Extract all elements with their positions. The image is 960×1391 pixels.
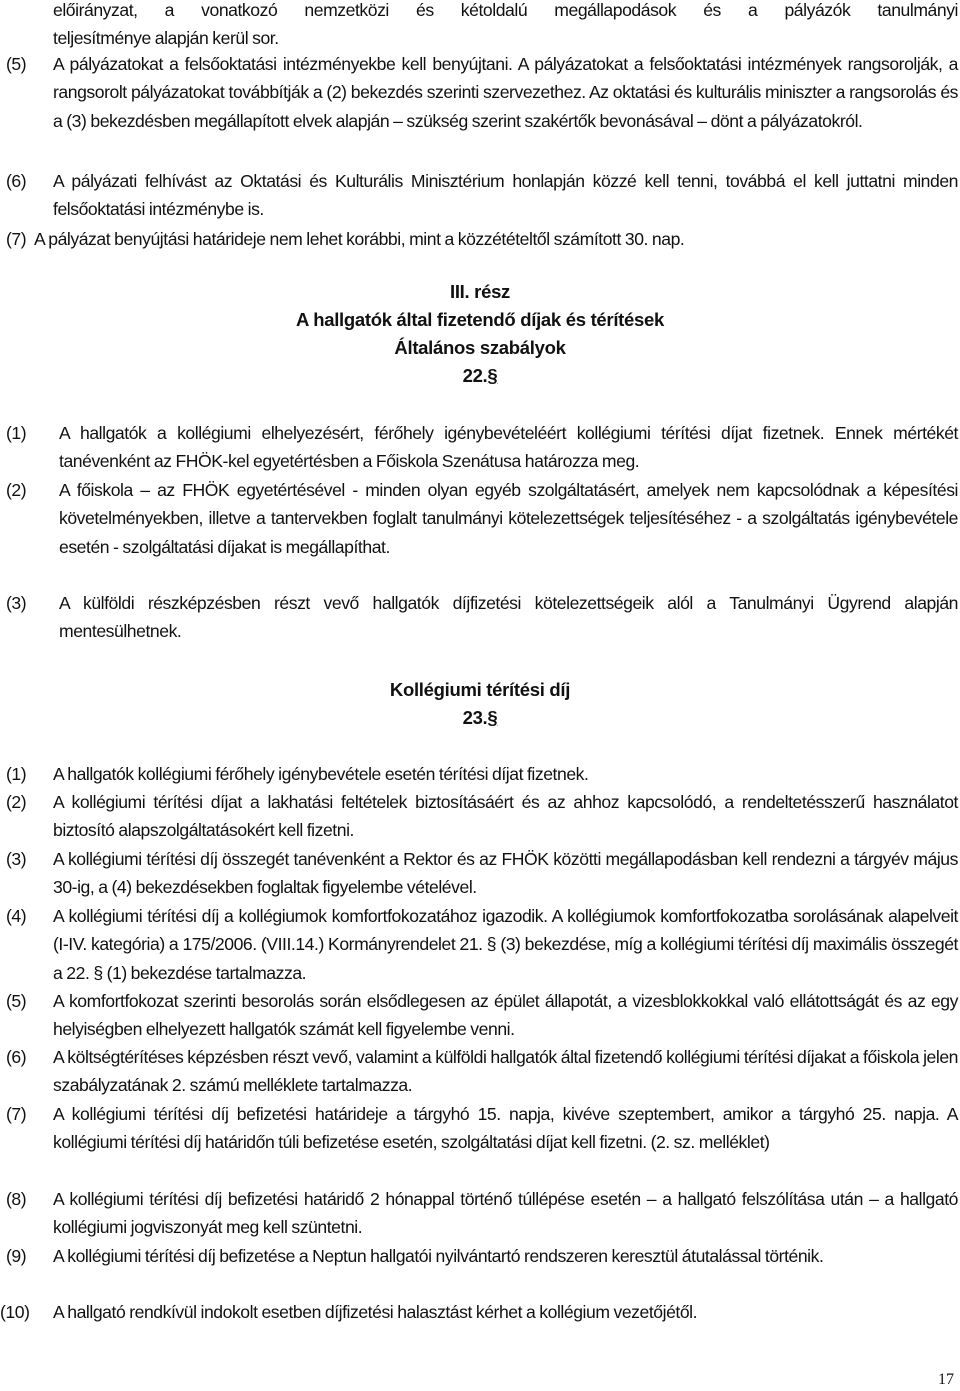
paragraph-text: A pályázat benyújtási határideje nem lehet korábbi, mint a közzétételtől számított 30. nap. — [34, 229, 685, 249]
paragraph-number: (1) — [6, 423, 27, 443]
continuation-line: teljesítménye alapján kerül sor. — [53, 28, 279, 49]
section-number: 22. — [462, 365, 488, 386]
list-item — [6, 50, 958, 135]
list-item — [6, 987, 958, 1044]
paragraph-number: (9) — [6, 1246, 27, 1266]
list-item — [0, 1298, 958, 1326]
list-item — [6, 419, 958, 476]
paragraph-text: A külföldi részképzésben részt vevő hallgatók díjfizetési kötelezettségeik alól a Tanulmányi Ügyrend alapján mentesülhetnek. — [59, 593, 958, 642]
paragraph-text: A hallgatók kollégiumi férőhely igénybevétele esetén térítési díjat fizetnek. — [53, 764, 589, 784]
paragraph-text: A hallgatók a kollégiumi elhelyezésért, férőhely igénybevételéért kollégiumi térítési díjat fizetnek. Ennek mértékét tanévenként az FHÖK-kel egyetértésben a Főiskola Szenátusa határozza meg. — [59, 423, 958, 472]
section-22-heading — [0, 362, 960, 389]
part-label: III. rész — [449, 281, 511, 302]
paragraph-text: A pályázatokat a felsőoktatási intézményekbe kell benyújtani. A pályázatokat a felsőoktatási intézmények rangsorolják, a rangsorolt pályázatokat továbbítják a (2) bekezdés szerinti szervezethez. Az oktatási és kulturális miniszter a rangsorolás és a (3) bekezdésben megállapított elvek alapján – szükség szerint szakértők bevonásával – dönt a pályázatokról. — [53, 54, 958, 131]
paragraph-number: (6) — [6, 1047, 27, 1067]
paragraph-text: A kollégiumi térítési díj összegét tanévenként a Rektor és az FHÖK közötti megállapodásban kell rendezni a tárgyév május 30-ig, a (4) bekezdésekben foglaltak figyelembe vételével. — [53, 849, 958, 898]
paragraph-text: A kollégiumi térítési díjat a lakhatási feltételek biztosításáért és az ahhoz kapcsolódó, a rendeltetésszerű használatot biztosító alapszolgáltatásokért kell fizetni. — [53, 792, 958, 841]
paragraph-number: (3) — [6, 849, 27, 869]
paragraph-number: (5) — [6, 991, 27, 1011]
paragraph-text: A kollégiumi térítési díj befizetése a Neptun hallgatói nyilvántartó rendszeren keresztül átutalással történik. — [53, 1246, 824, 1266]
list-item — [6, 225, 958, 253]
section-23-title: Kollégiumi térítési díj — [389, 679, 571, 700]
section-23-heading — [0, 704, 960, 731]
list-item — [6, 1242, 958, 1270]
list-item — [6, 476, 958, 561]
paragraph-text: A pályázati felhívást az Oktatási és Kulturális Minisztérium honlapján közzé kell tenni, továbbá el kell juttatni minden felsőoktatási intézménybe is. — [53, 171, 958, 220]
paragraph-number: (4) — [6, 906, 27, 926]
paragraph-text: A költségtérítéses képzésben részt vevő, valamint a külföldi hallgatók által fizetendő kollégiumi térítési díjakat a főiskola jelen szabályzatának 2. számú melléklete tartalmazza. — [53, 1047, 958, 1096]
list-item — [6, 788, 958, 845]
list-item — [6, 760, 958, 788]
paragraph-number: (8) — [6, 1189, 27, 1209]
part-subtitle: Általános szabályok — [394, 337, 566, 358]
continuation-text — [53, 0, 958, 53]
list-item — [6, 1185, 958, 1242]
list-item — [6, 167, 958, 224]
list-item — [6, 1043, 958, 1100]
paragraph-number: (2) — [6, 792, 27, 812]
paragraph-number: (7) — [6, 1104, 27, 1124]
list-item — [6, 589, 958, 646]
paragraph-text: A kollégiumi térítési díj befizetési határideje a tárgyhó 15. napja, kivéve szeptembert, amikor a tárgyhó 25. napja. A kollégiumi térítési díj határidőn túli befizetése esetén, szolgáltatási díjat kell fizetni. (2. sz. melléklet) — [53, 1104, 958, 1153]
section-sign: § — [487, 365, 498, 386]
paragraph-number: (6) — [6, 171, 27, 191]
continuation-line: előirányzat, a vonatkozó nemzetközi és kétoldalú megállapodások és a pályázók tanulmányi — [53, 0, 958, 20]
paragraph-text: A kollégiumi térítési díj a kollégiumok komfortfokozatához igazodik. A kollégiumok komfortfokozatba sorolásának alapelveit (I-IV. kategória) a 175/2006. (VIII.14.) Kormányrendelet 21. § (3) bekezdése, míg a kollégiumi térítési díj maximális összegét a 22. § (1) bekezdése tartalmazza. — [53, 906, 958, 983]
paragraph-number: (7) — [6, 229, 27, 249]
paragraph-text: A kollégiumi térítési díj befizetési határidő 2 hónappal történő túllépése esetén – a hallgató felszólítása után – a hallgató kollégiumi jogviszonyát meg kell szüntetni. — [53, 1189, 958, 1238]
list-item — [6, 902, 958, 987]
paragraph-text: A hallgató rendkívül indokolt esetben díjfizetési halasztást kérhet a kollégium vezetőjétől. — [53, 1302, 698, 1322]
paragraph-text: A komfortfokozat szerinti besorolás során elsődlegesen az épület állapotát, a vizesblokkokkal való ellátottságát és az egy helyiségben elhelyezett hallgatók számát kell figyelembe venni. — [53, 991, 958, 1040]
paragraph-number: (10) — [0, 1302, 30, 1322]
page-number: 17 — [938, 1371, 954, 1388]
section-number: 23. — [462, 707, 488, 728]
paragraph-number: (1) — [6, 764, 27, 784]
paragraph-number: (2) — [6, 480, 27, 500]
section-sign: § — [487, 707, 498, 728]
paragraph-number: (5) — [6, 54, 27, 74]
paragraph-number: (3) — [6, 593, 27, 613]
list-item — [6, 845, 958, 902]
part-title: A hallgatók által fizetendő díjak és térítések — [296, 309, 664, 330]
list-item — [6, 1100, 958, 1157]
paragraph-text: A főiskola – az FHÖK egyetértésével - minden olyan egyéb szolgáltatásért, amelyek nem kapcsolódnak a képesítési követelményekben, illetve a tantervekben foglalt tanulmányi kötelezettségek teljesítéséhez - a szolgáltatás igénybevétele esetén - szolgáltatási díjakat is megállapíthat. — [59, 480, 958, 557]
